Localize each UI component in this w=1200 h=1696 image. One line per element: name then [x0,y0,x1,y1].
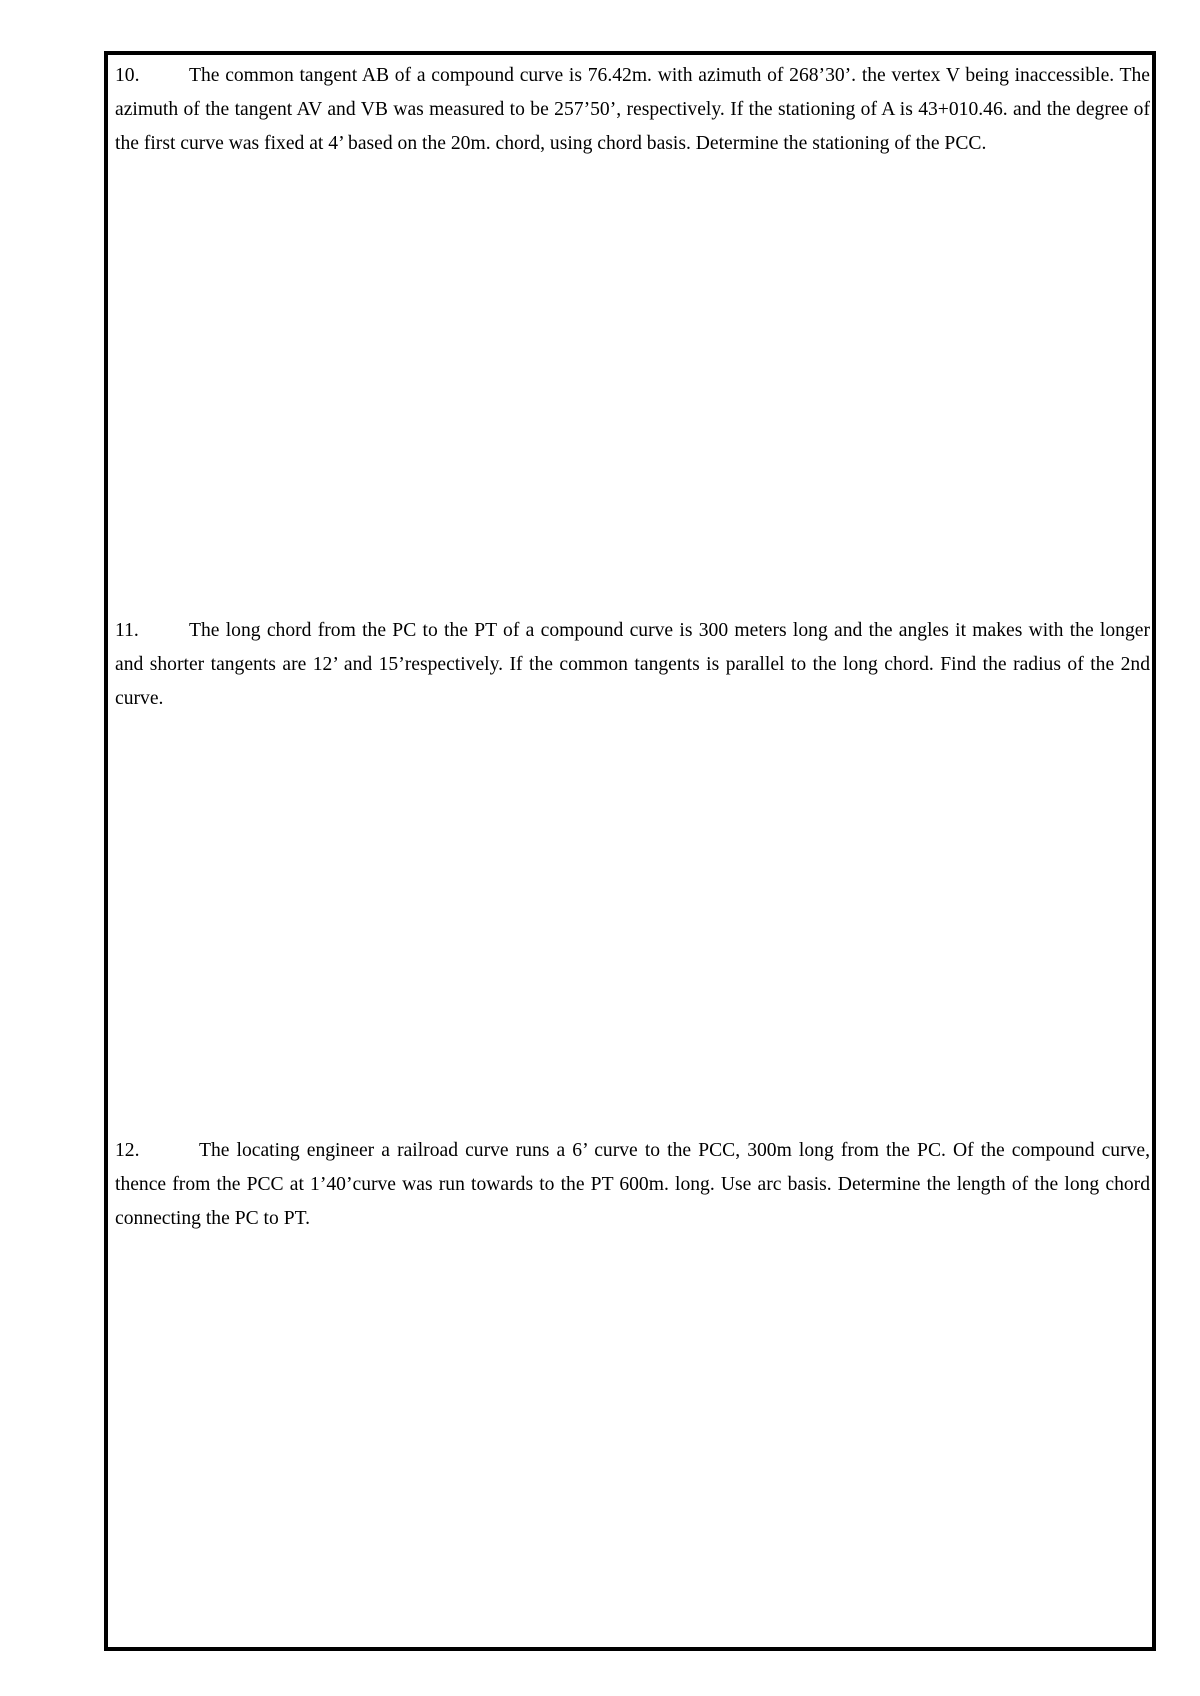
problem-text: The common tangent AB of a compound curve is 76.42m. with azimuth of 268’30’. the vertex V being inaccessible. The azimuth of the tangent AV and VB was measured to be 257’50’, respectively. If the stationing of A is 43+010.46. and the degree of the first curve was fixed at 4’ based on the 20m. chord, using chord basis. Determine the stationing of the PCC. [115,65,1150,154]
problem-text: The locating engineer a railroad curve runs a 6’ curve to the PCC, 300m long from the PC. Of the compound curve, thence from the PCC at 1’40’curve was run towards to the PT 600m. long. Use arc basis. Determine the length of the long chord connecting the PC to PT. [115,1140,1150,1229]
problem-number: 11. [115,620,139,641]
problem-number: 12. [115,1140,140,1161]
problem-11 [115,614,1150,716]
problem-number: 10. [115,65,140,86]
problem-12 [115,1134,1150,1236]
problem-10 [115,59,1150,161]
page-border [104,51,1156,1651]
problem-text: The long chord from the PC to the PT of a compound curve is 300 meters long and the angles it makes with the longer and shorter tangents are 12’ and 15’respectively. If the common tangents is parallel to the long chord. Find the radius of the 2nd curve. [115,620,1150,709]
